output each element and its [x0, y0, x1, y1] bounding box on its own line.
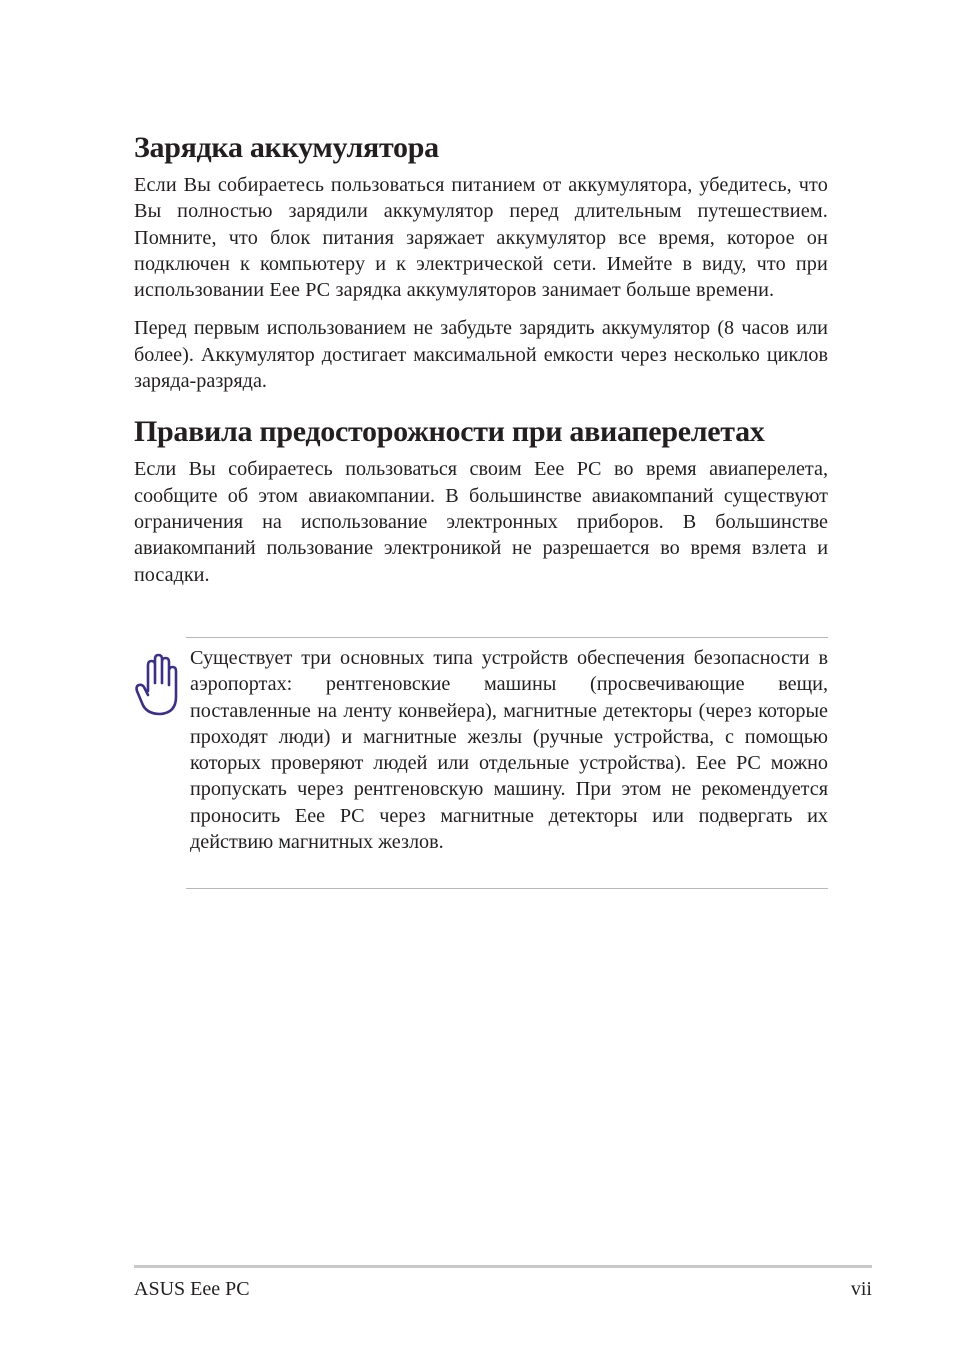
- footer-page-number: vii: [850, 1278, 872, 1300]
- battery-paragraph-2: Перед первым использованием не забудьте зарядить аккумулятор (8 часов или более). Аккумулятор достигает максимальной емкости через несколько циклов заряда-разряда.: [134, 317, 828, 393]
- hand-stop-icon: [134, 653, 180, 717]
- main-content: [134, 130, 828, 600]
- section-heading-battery-charging: Зарядка аккумулятора: [134, 131, 439, 164]
- air-travel-paragraph: Если Вы собираетесь пользоваться своим Eee PC во время авиаперелета, сообщите об этом авиакомпании. В большинстве авиакомпаний существуют ограничения на использование электронных приборов. В большинстве авиакомпаний пользование электроникой не разрешается во время взлета и посадки.: [134, 458, 828, 586]
- footer-product-name: ASUS Eee PC: [134, 1278, 250, 1300]
- battery-paragraph-1: Если Вы собираетесь пользоваться питанием от аккумулятора, убедитесь, что Вы полностью зарядили аккумулятор перед длительным путешествием. Помните, что блок питания заряжает аккумулятор все время, которое он подключен к компьютеру и к электрической сети. Имейте в виду, что при использовании Eee PC зарядка аккумуляторов занимает больше времени.: [134, 174, 828, 302]
- footer-rule: [134, 1265, 872, 1268]
- section-heading-air-travel: Правила предосторожности при авиаперелетах: [134, 415, 765, 449]
- notice-text: Существует три основных типа устройств обеспечения безопасности в аэропортах: рентгеновские машины (просвечивающие вещи, поставленные на ленту конвейера), магнитные детекторы (через которые проходят люди) и магнитные жезлы (ручные устройства, с помощью которых проверяют людей или отдельные устройства). Eee PC можно пропускать через рентгеновскую машину. При этом не рекомендуется проносить Eee PC через магнитные детекторы или подвергать их действию магнитных жезлов.: [190, 647, 828, 854]
- notice-bottom-rule: [186, 888, 828, 889]
- notice-top-rule: [186, 637, 828, 638]
